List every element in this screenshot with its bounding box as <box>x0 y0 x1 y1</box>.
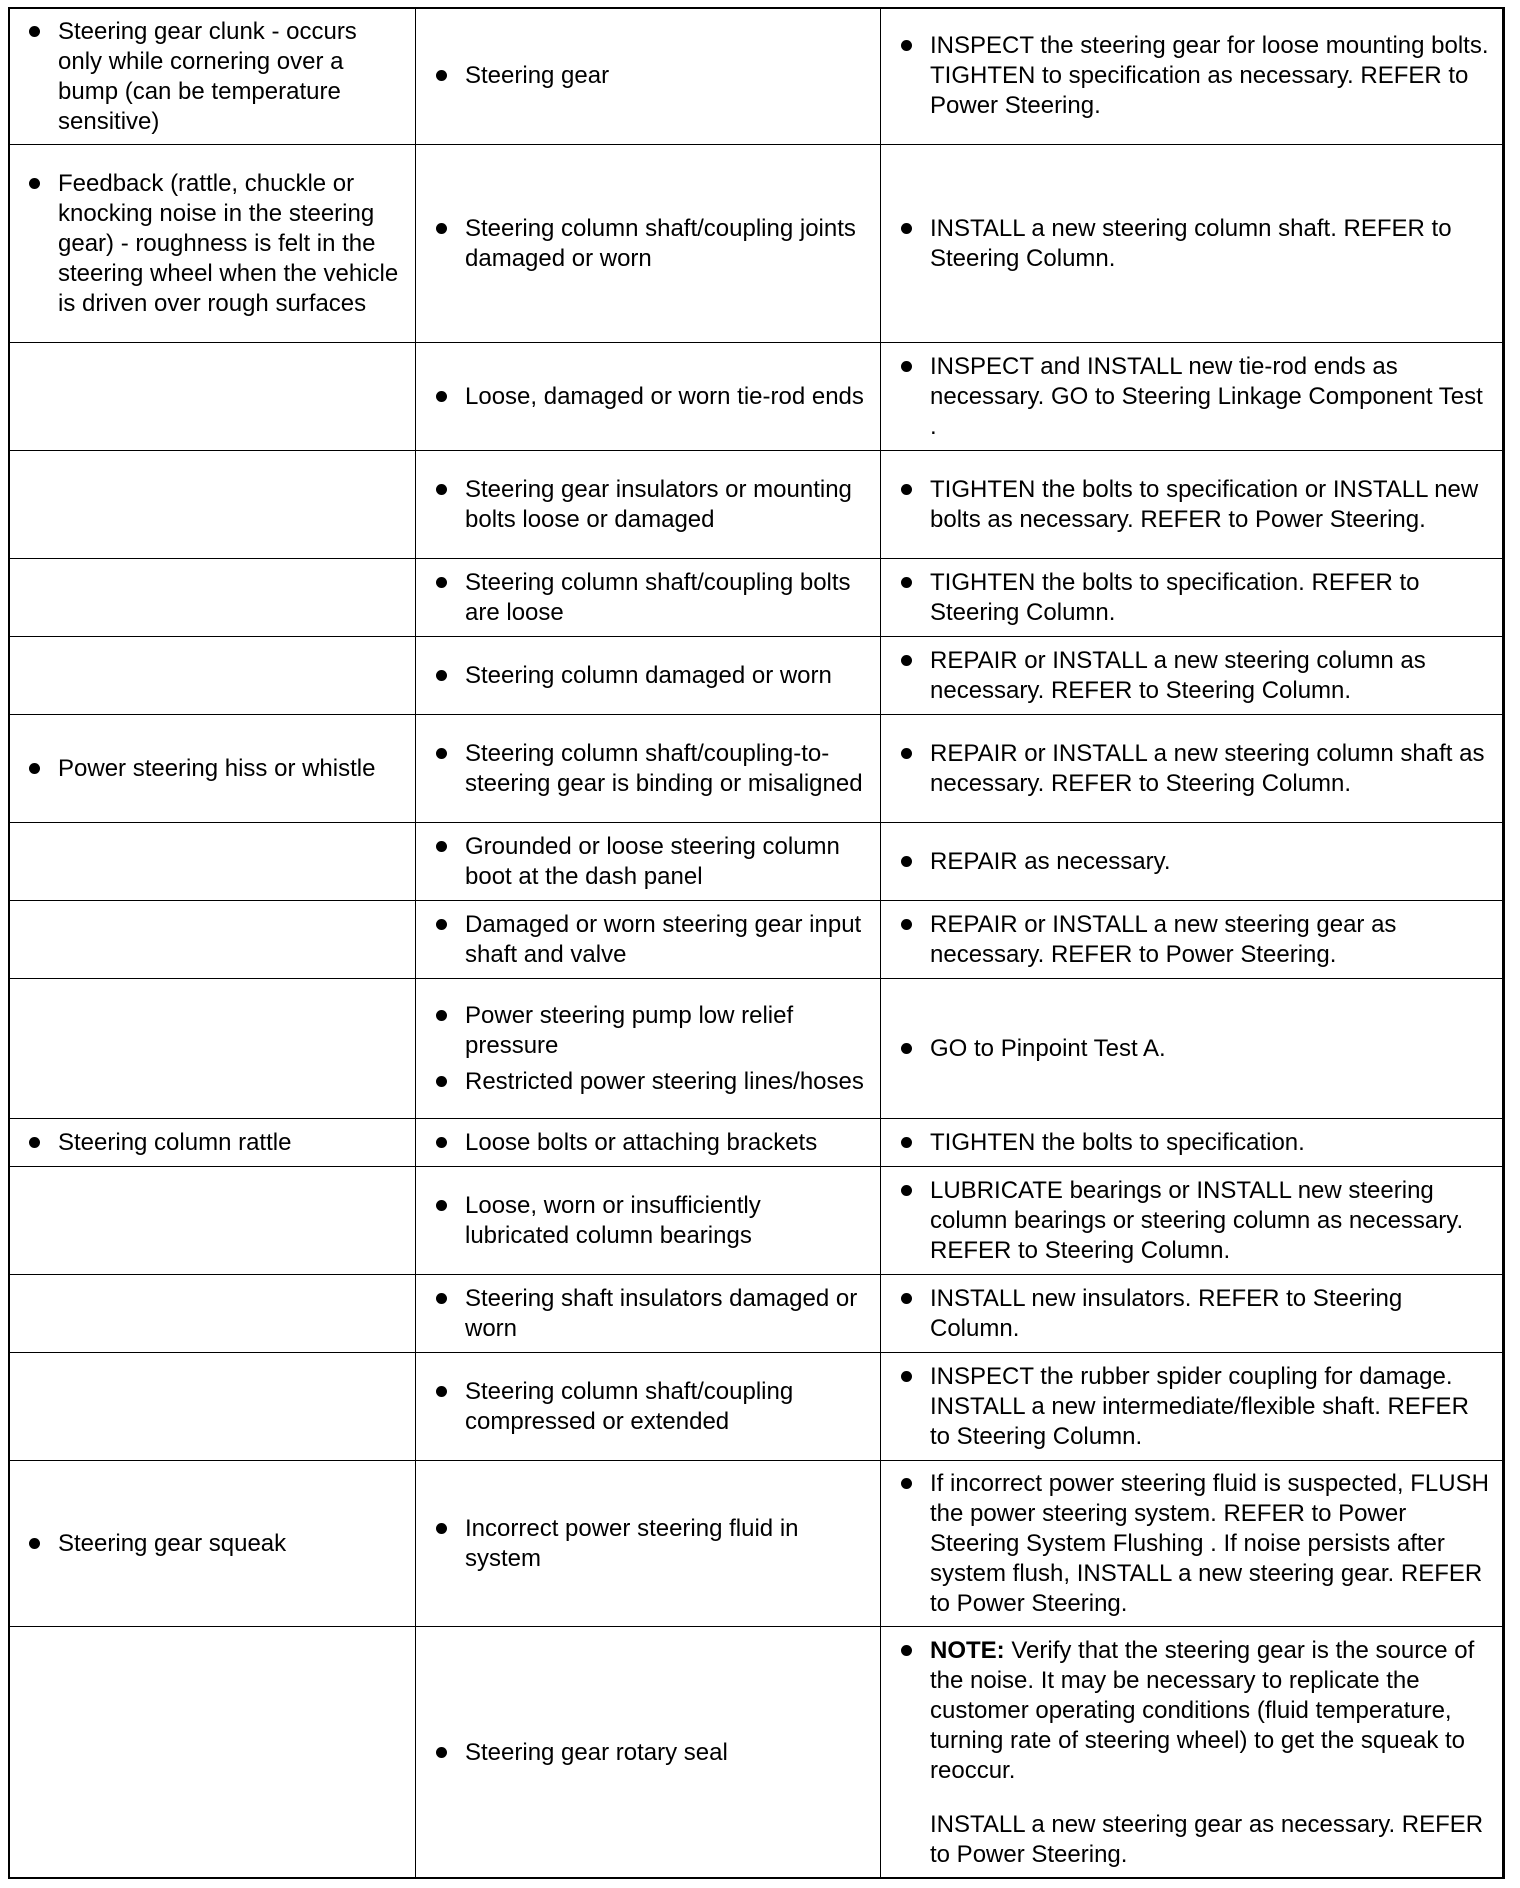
cause-text: Steering column shaft/coupling compressed or extended <box>465 1377 794 1435</box>
action-text: REPAIR or INSTALL a new steering column shaft as necessary. REFER to Steering Column. <box>930 739 1485 797</box>
action-text: GO to Pinpoint Test A. <box>930 1034 1166 1062</box>
action-text: REPAIR or INSTALL a new steering column as necessary. REFER to Steering Column. <box>930 646 1426 704</box>
cause-text: Steering column shaft/coupling-to-steering gear is binding or misaligned <box>465 739 863 797</box>
action-text: INSPECT and INSTALL new tie-rod ends as necessary. GO to Steering Linkage Component Test . <box>930 352 1483 440</box>
action-text: INSTALL a new steering gear as necessary. REFER to Power Steering. <box>930 1810 1484 1868</box>
cause-text: Loose, worn or insufficiently lubricated column bearings <box>465 1191 761 1249</box>
action-text: REPAIR or INSTALL a new steering gear as necessary. REFER to Power Steering. <box>930 910 1397 968</box>
symptom-text: Feedback (rattle, chuckle or knocking noise in the steering gear) - roughness is felt in the steering wheel when the vehicle is driven over rough surfaces <box>58 169 399 317</box>
action-text: INSPECT the rubber spider coupling for damage. INSTALL a new intermediate/flexible shaft. REFER to Steering Column. <box>930 1362 1469 1450</box>
action-text: LUBRICATE bearings or INSTALL new steering column bearings or steering column as necessary. REFER to Steering Column. <box>930 1176 1464 1264</box>
cause-text: Loose, damaged or worn tie-rod ends <box>465 382 864 410</box>
cause-text: Restricted power steering lines/hoses <box>465 1067 864 1095</box>
action-text: TIGHTEN the bolts to specification. REFER to Steering Column. <box>930 568 1420 626</box>
symptom-text: Power steering hiss or whistle <box>58 754 376 782</box>
action-text: INSTALL new insulators. REFER to Steering Column. <box>930 1284 1403 1342</box>
action-text: TIGHTEN the bolts to specification. <box>930 1128 1305 1156</box>
cause-text: Power steering pump low relief pressure <box>465 1001 794 1059</box>
cause-text: Steering column shaft/coupling joints damaged or worn <box>465 214 856 272</box>
cause-text: Steering gear rotary seal <box>465 1738 728 1766</box>
symptom-text: Steering column rattle <box>58 1128 292 1156</box>
cause-text: Grounded or loose steering column boot at the dash panel <box>465 832 840 890</box>
outer-border <box>8 7 1504 1879</box>
action-text: If incorrect power steering fluid is suspected, FLUSH the power steering system. REFER to Power Steering System Flushing . If noise persists after system flush, INSTALL a new steering gear. REFER to Power Steering. <box>930 1469 1489 1617</box>
action-text: INSTALL a new steering column shaft. REFER to Steering Column. <box>930 214 1452 272</box>
action-text: TIGHTEN the bolts to specification or INSTALL new bolts as necessary. REFER to Power Steering. <box>930 475 1479 533</box>
symptom-text: Steering gear clunk - occurs only while cornering over a bump (can be temperature sensitive) <box>58 18 357 135</box>
cause-text: Steering shaft insulators damaged or worn <box>465 1284 858 1342</box>
cause-text: Loose bolts or attaching brackets <box>465 1128 818 1156</box>
note-label: NOTE: <box>930 1636 1005 1664</box>
cause-text: Steering column shaft/coupling bolts are loose <box>465 568 851 626</box>
symptom-text: Steering gear squeak <box>58 1529 287 1557</box>
cause-text: Steering gear <box>465 62 610 89</box>
cause-text: Steering gear insulators or mounting bolts loose or damaged <box>465 475 852 533</box>
cause-text: Incorrect power steering fluid in system <box>465 1514 799 1572</box>
cause-text: Damaged or worn steering gear input shaft and valve <box>465 910 862 968</box>
cause-text: Steering column damaged or worn <box>465 661 832 689</box>
action-text: REPAIR as necessary. <box>930 847 1171 875</box>
action-text: INSPECT the steering gear for loose mounting bolts. TIGHTEN to specification as necessary. REFER to Power Steering. <box>930 32 1489 119</box>
note-text: Verify that the steering gear is the source of the noise. It may be necessary to replicate the customer operating conditions (fluid temperature, turning rate of steering wheel) to get the squeak to reoccur. <box>930 1636 1475 1784</box>
